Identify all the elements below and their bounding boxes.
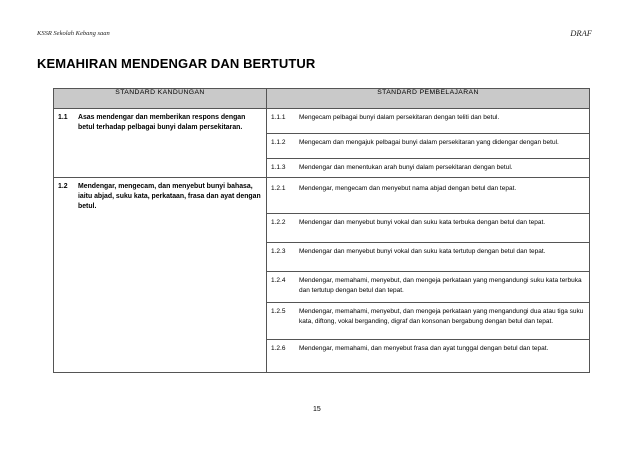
kandungan-number: 1.1: [58, 114, 68, 121]
header-left-text: KSSR Sekolah Kebang saan: [37, 30, 110, 37]
pembelajaran-number: 1.2.3: [271, 248, 286, 255]
pembelajaran-cell: [267, 243, 590, 272]
pembelajaran-number: 1.2.6: [271, 345, 286, 352]
pembelajaran-cell: [267, 272, 590, 303]
pembelajaran-text: Mengecam pelbagai bunyi dalam persekitaran dengan teliti dan betul.: [299, 114, 500, 121]
page-title: KEMAHIRAN MENDENGAR DAN BERTUTUR: [37, 56, 316, 71]
pembelajaran-text: Mendengar, memahami, menyebut, dan mengeja perkataan yang mengandungi dua atau tiga suku kata, diftong, vokal berganding, digraf dan konsonan bergabung dengan betul dan tepat.: [299, 308, 584, 325]
pembelajaran-cell: [267, 214, 590, 243]
standards-table: [53, 88, 590, 373]
pembelajaran-number: 1.2.5: [271, 308, 286, 315]
pembelajaran-text: Mendengar, mengecam dan menyebut nama abjad dengan betul dan tepat.: [299, 185, 517, 192]
pembelajaran-text: Mendengar, memahami, dan menyebut frasa dan ayat tunggal dengan betul dan tepat.: [299, 345, 549, 352]
table-row: [54, 109, 590, 134]
header-standard-kandungan: STANDARD KANDUNGAN: [54, 89, 267, 109]
pembelajaran-cell: [267, 134, 590, 159]
table-header-row: [54, 89, 590, 109]
kandungan-number: 1.2: [58, 183, 68, 190]
kandungan-cell: [54, 109, 267, 178]
kandungan-cell: [54, 178, 267, 373]
pembelajaran-text: Mendengar dan menyebut bunyi vokal dan suku kata terbuka dengan betul dan tepat.: [299, 219, 546, 226]
pembelajaran-cell: [267, 109, 590, 134]
pembelajaran-cell: [267, 303, 590, 340]
page-number: 15: [313, 406, 321, 413]
pembelajaran-number: 1.1.1: [271, 114, 286, 121]
pembelajaran-cell: [267, 178, 590, 214]
pembelajaran-text: Mendengar dan menentukan arah bunyi dalam persekitaran dengan betul.: [299, 164, 513, 171]
pembelajaran-number: 1.2.4: [271, 277, 286, 284]
pembelajaran-text: Mendengar dan menyebut bunyi vokal dan suku kata tertutup dengan betul dan tepat.: [299, 248, 546, 255]
pembelajaran-cell: [267, 340, 590, 373]
pembelajaran-number: 1.1.2: [271, 139, 286, 146]
pembelajaran-number: 1.2.2: [271, 219, 286, 226]
header-standard-pembelajaran: STANDARD PEMBELAJARAN: [267, 89, 590, 109]
pembelajaran-cell: [267, 159, 590, 178]
pembelajaran-number: 1.2.1: [271, 185, 286, 192]
pembelajaran-text: Mendengar, memahami, menyebut, dan mengeja perkataan yang mengandungi suku kata terbuka dan tertutup dengan betul dan tepat.: [299, 277, 582, 294]
pembelajaran-number: 1.1.3: [271, 164, 286, 171]
table-row: [54, 178, 590, 214]
pembelajaran-text: Mengecam dan mengajuk pelbagai bunyi dalam persekitaran yang didengar dengan betul.: [299, 139, 559, 146]
kandungan-text: Mendengar, mengecam, dan menyebut bunyi bahasa, iaitu abjad, suku kata, perkataan, frasa dan ayat dengan betul.: [78, 183, 261, 210]
kandungan-text: Asas mendengar dan memberikan respons dengan betul terhadap pelbagai bunyi dalam persekitaran.: [78, 114, 246, 131]
header-draft-label: DRAF: [570, 28, 592, 38]
